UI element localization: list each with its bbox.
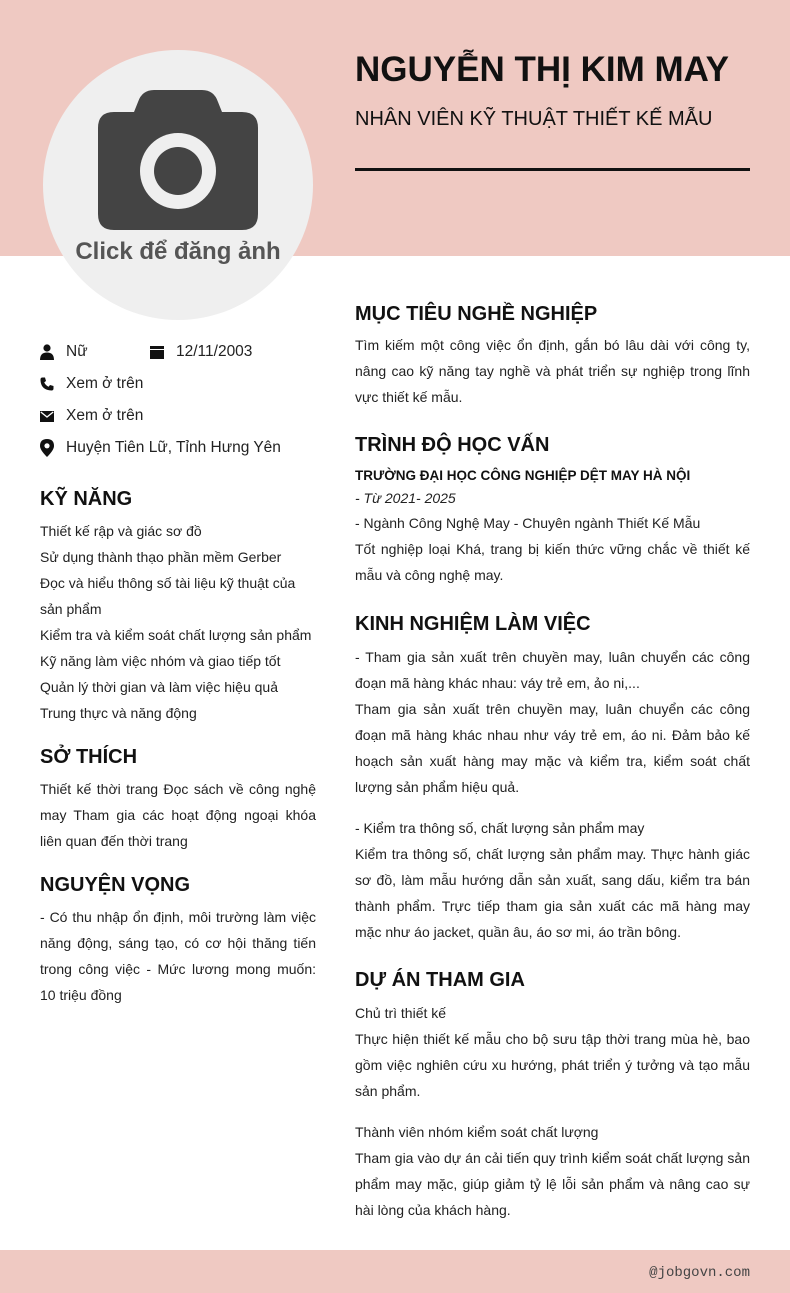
skill-item: Thiết kế rập và giác sơ đồ [40, 523, 202, 539]
aspirations-section [40, 872, 316, 1008]
objective-text: Tìm kiếm một công việc ổn định, gắn bó lâu dài với công ty, nâng cao kỹ năng tay nghề và phát triển sự nghiệp trong lĩnh vực thiết kế mẫu. [355, 337, 750, 405]
address-value: Huyện Tiên Lữ, Tỉnh Hưng Yên [66, 439, 281, 456]
candidate-name: NGUYỄN THỊ KIM MAY [355, 50, 730, 89]
education-section [355, 432, 750, 588]
email-value: Xem ở trên [66, 407, 144, 424]
aspirations-heading: NGUYỆN VỌNG [40, 874, 191, 896]
phone-icon [40, 376, 54, 392]
education-description: Tốt nghiệp loại Khá, trang bị kiến thức vững chắc về thiết kế mẫu và công nghệ may. [355, 541, 750, 583]
skill-item: Kỹ năng làm việc nhóm và giao tiếp tốt [40, 653, 281, 669]
skills-heading: KỸ NĂNG [40, 488, 133, 510]
birthday-value: 12/11/2003 [176, 343, 253, 360]
aspirations-text: - Có thu nhập ổn định, môi trường làm việc năng động, sáng tạo, có cơ hội thăng tiến trong công việc - Mức lương mong muốn: 10 triệu đồng [40, 909, 316, 1003]
experience-item-description: Tham gia sản xuất trên chuyền may, luân chuyển các công đoạn mã hàng khác nhau như váy trẻ em, áo ni. Đảm bảo kế hoạch sản xuất hàng may mặc và kiểm tra, kiểm soát chất lượng sản phẩm hiệu quả. [355, 701, 750, 795]
skill-item: Kiểm tra và kiểm soát chất lượng sản phẩm [40, 627, 312, 643]
photo-upload-label: Click để đăng ảnh [75, 238, 281, 265]
photo-upload-placeholder[interactable] [43, 50, 313, 320]
projects-heading: DỰ ÁN THAM GIA [355, 969, 525, 991]
contact-address [40, 439, 281, 457]
skill-item: Trung thực và năng động [40, 705, 197, 721]
contact-email [40, 407, 143, 425]
project-item-description: Tham gia vào dự án cải tiến quy trình kiểm soát chất lượng sản phẩm may mặc, giúp giảm tỷ lệ lỗi sản phẩm và nâng cao sự hài lòng của khách hàng. [355, 1150, 750, 1218]
skill-item: Sử dụng thành thạo phần mềm Gerber [40, 549, 282, 565]
hobbies-text: Thiết kế thời trang Đọc sách về công nghệ may Tham gia các hoạt động ngoại khóa liên quan đến thời trang [40, 781, 316, 849]
education-period: - Từ 2021- 2025 [355, 490, 456, 506]
project-item-title: Chủ trì thiết kế [355, 1005, 447, 1021]
project-item-description: Thực hiện thiết kế mẫu cho bộ sưu tập thời trang mùa hè, bao gồm việc nghiên cứu xu hướng, phát triển ý tưởng và tạo mẫu sản phẩm. [355, 1031, 750, 1099]
project-item-title: Thành viên nhóm kiểm soát chất lượng [355, 1124, 599, 1140]
projects-section [355, 967, 750, 1223]
experience-item-title: - Kiểm tra thông số, chất lượng sản phẩm may [355, 820, 645, 836]
hobbies-section [40, 744, 316, 854]
contact-phone [40, 375, 143, 393]
skill-item: Đọc và hiểu thông số tài liệu kỹ thuật của sản phẩm [40, 575, 296, 617]
objective-section [355, 301, 750, 410]
mail-icon [40, 408, 54, 424]
person-icon [40, 344, 54, 360]
experience-item-title: - Tham gia sản xuất trên chuyền may, luân chuyển các công đoạn mã hàng khác nhau: váy trẻ em, ảo ni,... [355, 649, 750, 691]
location-pin-icon [40, 440, 54, 456]
header-divider [355, 168, 750, 171]
objective-heading: MỤC TIÊU NGHỀ NGHIỆP [355, 303, 598, 325]
contact-birthday [150, 343, 252, 361]
experience-heading: KINH NGHIỆM LÀM VIỆC [355, 613, 591, 635]
camera-icon [98, 90, 258, 230]
skills-section [40, 486, 316, 726]
footer-watermark: @jobgovn.com [649, 1265, 750, 1281]
education-school: TRƯỜNG ĐẠI HỌC CÔNG NGHIỆP DỆT MAY HÀ NỘI [355, 468, 691, 483]
contact-gender [40, 343, 88, 361]
calendar-icon [150, 344, 164, 360]
hobbies-heading: SỞ THÍCH [40, 746, 138, 768]
skill-item: Quản lý thời gian và làm việc hiệu quả [40, 679, 278, 695]
phone-value: Xem ở trên [66, 375, 144, 392]
gender-value: Nữ [66, 343, 88, 360]
education-heading: TRÌNH ĐỘ HỌC VẤN [355, 434, 550, 456]
experience-section [355, 611, 750, 945]
experience-item-description: Kiểm tra thông số, chất lượng sản phẩm may. Thực hành giác sơ đồ, làm mẫu hướng dẫn sản xuất, sang dấu, kiểm tra bán thành phẩm. Trực tiếp tham gia sản xuất các mã hàng may mặc như áo jacket, quần âu, áo sơ mi, áo trần bông. [355, 846, 750, 940]
skills-list [40, 518, 316, 726]
education-major: - Ngành Công Nghệ May - Chuyên ngành Thiết Kế Mẫu [355, 515, 701, 531]
job-title: NHÂN VIÊN KỸ THUẬT THIẾT KẾ MẪU [355, 108, 713, 130]
